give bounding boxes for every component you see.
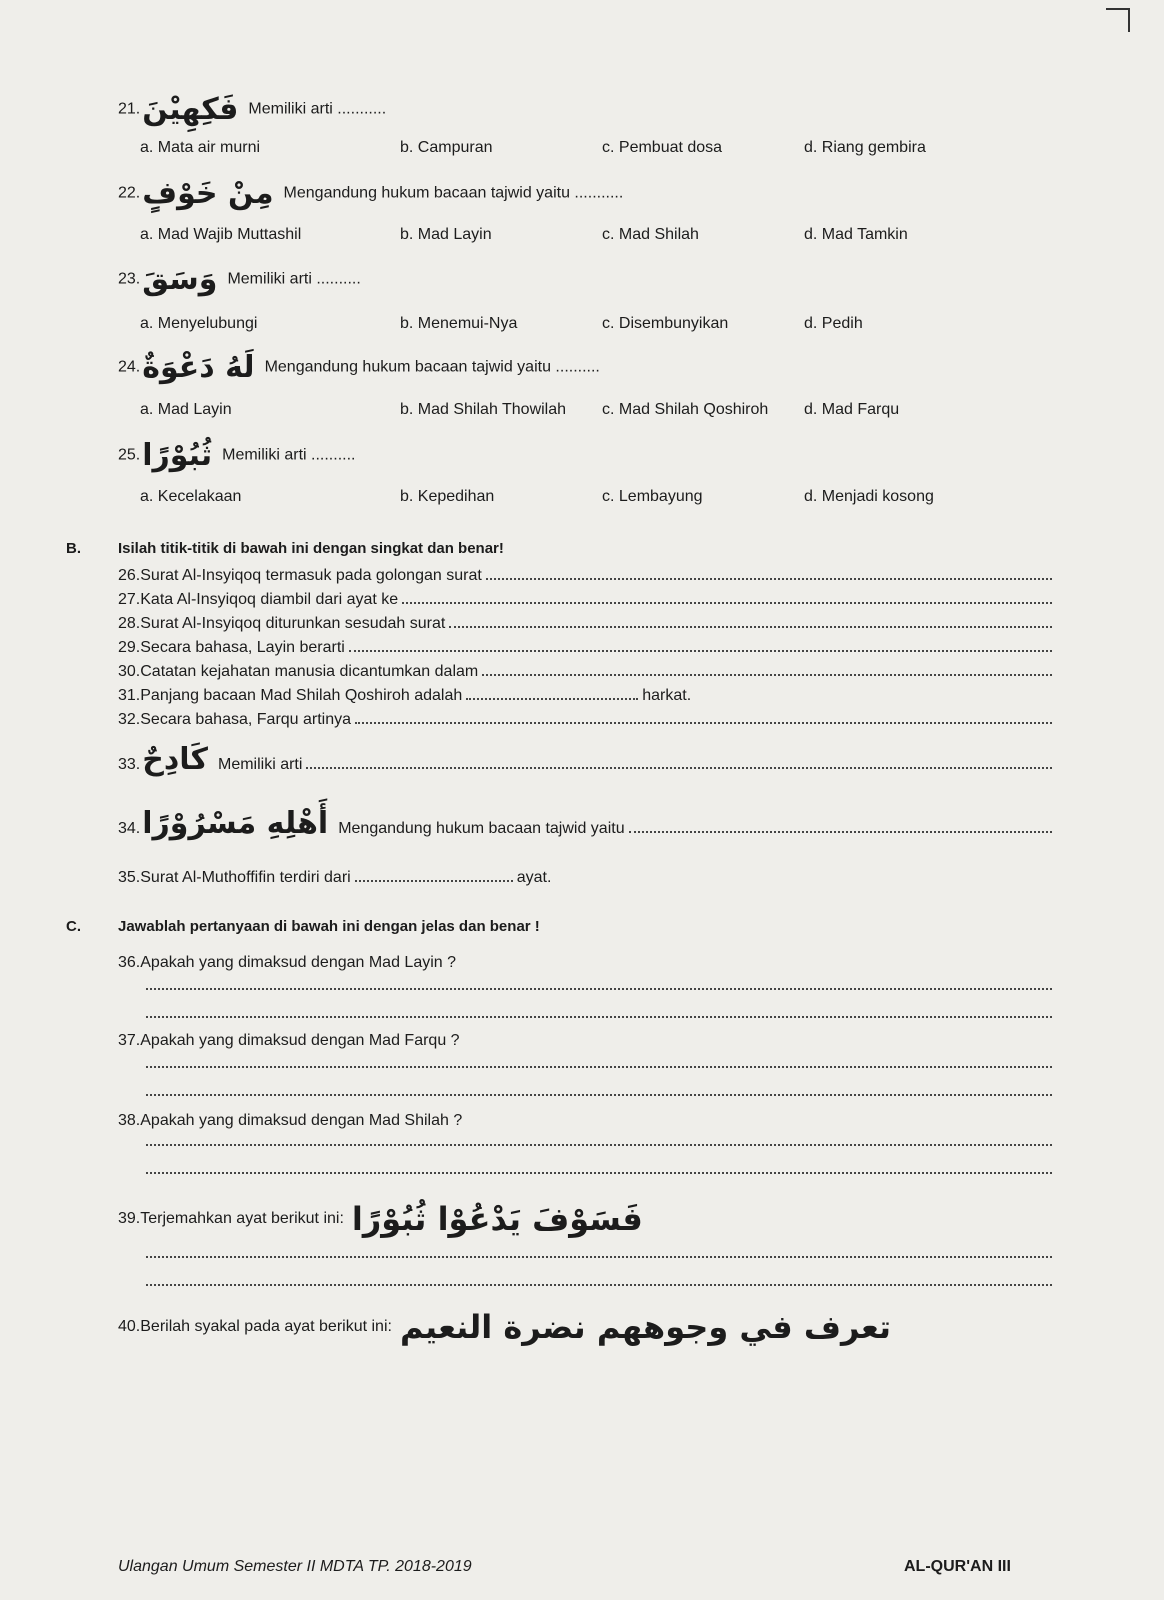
answer-line (146, 1092, 1052, 1096)
arabic-word: ثُبُوْرًا (142, 438, 213, 473)
question-number: 33. (118, 756, 141, 773)
question-text: 31.Panjang bacaan Mad Shilah Qoshiroh adalah (118, 687, 463, 704)
question-30 (118, 660, 1052, 681)
option-c: c. Lembayung (602, 488, 703, 505)
question-number: 25. (118, 446, 141, 464)
answer-line (146, 1014, 1052, 1018)
question-number: 23. (118, 270, 141, 288)
question-33 (118, 742, 1052, 777)
answer-dots (349, 636, 1052, 652)
option-b: b. Campuran (400, 139, 493, 156)
question-38: 38.Apakah yang dimaksud dengan Mad Shilah ? (118, 1112, 463, 1129)
question-text: 32.Secara bahasa, Farqu artinya (118, 711, 352, 728)
answer-line (146, 986, 1052, 990)
arabic-word: أَهْلِهِ مَسْرُوْرًا (142, 806, 329, 841)
question-text: 29.Secara bahasa, Layin berarti (118, 639, 345, 656)
option-c: c. Mad Shilah (602, 226, 699, 243)
question-text: 30.Catatan kejahatan manusia dicantumkan dalam (118, 663, 479, 680)
question-39 (118, 1200, 643, 1238)
option-b: b. Mad Layin (400, 226, 492, 243)
answer-line (146, 1254, 1052, 1258)
question-35 (118, 866, 551, 887)
answer-dots (629, 817, 1052, 833)
arabic-word: لَهُ دَعْوَةٌ (142, 350, 255, 385)
answer-dots (355, 866, 513, 882)
option-a: a. Menyelubungi (140, 315, 258, 332)
section-b-letter: B. (66, 540, 81, 557)
answer-line (146, 1282, 1052, 1286)
option-d: d. Pedih (804, 315, 863, 332)
option-a: a. Mata air murni (140, 139, 261, 156)
option-c: c. Mad Shilah Qoshiroh (602, 401, 769, 418)
question-text: 35.Surat Al-Muthoffifin terdiri dari (118, 869, 351, 886)
answer-dots (466, 684, 638, 700)
arabic-word: كَادِحٌ (142, 742, 208, 777)
question-24 (118, 350, 600, 385)
option-b: b. Mad Shilah Thowilah (400, 401, 567, 418)
option-a: a. Mad Layin (140, 401, 232, 418)
question-37: 37.Apakah yang dimaksud dengan Mad Farqu ? (118, 1032, 460, 1049)
question-suffix: harkat. (642, 687, 692, 704)
question-prompt: Memiliki arti .......... (222, 446, 356, 464)
footer-exam-title: Ulangan Umum Semester II MDTA TP. 2018-2019 (118, 1558, 472, 1575)
arabic-word: مِنْ خَوْفٍ (142, 176, 274, 211)
answer-dots (306, 753, 1052, 769)
corner-mark (1106, 8, 1130, 32)
answer-line (146, 1170, 1052, 1174)
option-d: d. Mad Farqu (804, 401, 900, 418)
option-b: b. Kepedihan (400, 488, 495, 505)
question-25 (118, 438, 355, 473)
question-31 (118, 684, 691, 705)
question-text: 28.Surat Al-Insyiqoq diturunkan sesudah surat (118, 615, 446, 632)
section-c-letter: C. (66, 918, 81, 935)
arabic-word: وَسَقَ (142, 262, 218, 297)
question-suffix: ayat. (516, 869, 552, 886)
section-c-title: Jawablah pertanyaan di bawah ini dengan jelas dan benar ! (118, 918, 540, 935)
question-number: 24. (118, 358, 141, 376)
arabic-word: فَكِهِيْنَ (142, 92, 239, 127)
answer-dots (486, 564, 1052, 580)
answer-line (146, 1064, 1052, 1068)
section-b-title: Isilah titik-titik di bawah ini dengan singkat dan benar! (118, 540, 504, 557)
question-34 (118, 806, 1052, 841)
answer-dots (449, 612, 1052, 628)
answer-dots (402, 588, 1052, 604)
question-number: 34. (118, 820, 141, 837)
answer-dots (355, 708, 1052, 724)
option-b: b. Menemui-Nya (400, 315, 518, 332)
answer-dots (482, 660, 1052, 676)
question-29 (118, 636, 1052, 657)
question-text: 26.Surat Al-Insyiqoq termasuk pada golongan surat (118, 567, 482, 584)
question-32 (118, 708, 1052, 729)
option-a: a. Mad Wajib Muttashil (140, 226, 302, 243)
question-21 (118, 92, 386, 127)
option-c: c. Pembuat dosa (602, 139, 723, 156)
question-text: 39.Terjemahkan ayat berikut ini: (118, 1210, 344, 1228)
question-text: Mengandung hukum bacaan tajwid yaitu (338, 820, 625, 837)
option-c: c. Disembunyikan (602, 315, 729, 332)
option-d: d. Menjadi kosong (804, 488, 934, 505)
question-22 (118, 176, 623, 211)
option-a: a. Kecelakaan (140, 488, 242, 505)
option-d: d. Mad Tamkin (804, 226, 908, 243)
option-d: d. Riang gembira (804, 139, 926, 156)
question-number: 21. (118, 100, 141, 118)
question-26 (118, 564, 1052, 585)
question-23 (118, 262, 361, 297)
question-prompt: Mengandung hukum bacaan tajwid yaitu .......... (264, 358, 600, 376)
answer-line (146, 1142, 1052, 1146)
question-40 (118, 1308, 891, 1346)
question-27 (118, 588, 1052, 609)
arabic-verse: تعرف في وجوههم نضرة النعيم (399, 1308, 892, 1346)
question-prompt: Memiliki arti .......... (227, 270, 361, 288)
question-text: Memiliki arti (217, 756, 303, 773)
question-text: 40.Berilah syakal pada ayat berikut ini: (118, 1318, 392, 1336)
question-text: 27.Kata Al-Insyiqoq diambil dari ayat ke (118, 591, 399, 608)
question-prompt: Memiliki arti ........... (248, 100, 387, 118)
footer-subject: AL-QUR'AN III (904, 1558, 1011, 1575)
question-28 (118, 612, 1052, 633)
question-36: 36.Apakah yang dimaksud dengan Mad Layin ? (118, 954, 457, 971)
arabic-verse: فَسَوْفَ يَدْعُوْا ثُبُوْرًا (351, 1200, 643, 1238)
question-prompt: Mengandung hukum bacaan tajwid yaitu ........... (283, 184, 624, 202)
question-number: 22. (118, 184, 141, 202)
